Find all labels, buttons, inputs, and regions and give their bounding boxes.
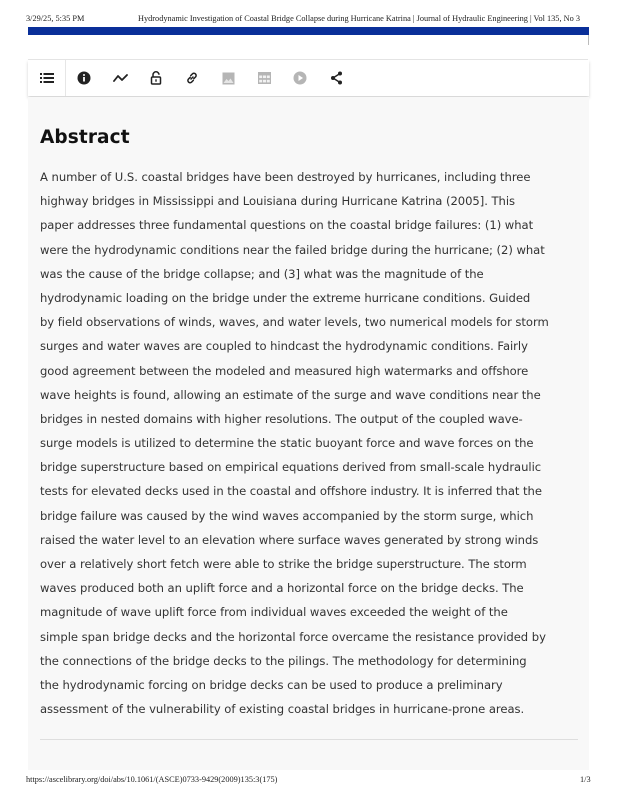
abstract-line: assessment of the vulnerability of existing coastal bridges in hurricane-prone areas. bbox=[40, 702, 525, 717]
toolbar-tables-button[interactable] bbox=[246, 60, 282, 96]
toolbar-figures-button[interactable] bbox=[210, 60, 246, 96]
toolbar-access-button[interactable] bbox=[138, 60, 174, 96]
abstract-line: simple span bridge decks and the horizontal force overcame the resistance provided by bbox=[40, 629, 546, 644]
abstract-line: by field observations of winds, waves, and water levels, two numerical models for storm bbox=[40, 315, 549, 330]
abstract-line: the connections of the bridge decks to the pilings. The methodology for determining bbox=[40, 653, 527, 668]
abstract-heading: Abstract bbox=[40, 127, 130, 148]
abstract-line: highway bridges in Mississippi and Louisiana during Hurricane Katrina (2005]. This bbox=[40, 194, 515, 209]
abstract-line: bridges in nested domains with higher resolutions. The output of the coupled wave- bbox=[40, 411, 523, 426]
toolbar-info-button[interactable] bbox=[66, 60, 102, 96]
list-icon bbox=[40, 72, 54, 84]
abstract-line: was the cause of the bridge collapse; and (3] what was the magnitude of the bbox=[40, 266, 484, 281]
abstract-line: wave heights is found, allowing an estimate of the surge and wave conditions near the bbox=[40, 387, 541, 402]
brand-bar bbox=[28, 27, 589, 35]
print-page-number: 1/3 bbox=[580, 775, 591, 784]
article-toolbar bbox=[28, 60, 589, 96]
print-url: https://ascelibrary.org/doi/abs/10.1061/(ASCE)0733-9429(2009)135:3(175) bbox=[26, 775, 278, 784]
abstract-line: surge models is utilized to determine the static buoyant force and wave forces on the bbox=[40, 436, 534, 451]
image-icon bbox=[222, 72, 235, 85]
abstract-line: bridge superstructure based on empirical equations derived from small-scale hydraulic bbox=[40, 460, 542, 475]
lock-open-icon bbox=[150, 71, 162, 85]
abstract-line: bridge failure was caused by the wind waves accompanied by the storm surge, which bbox=[40, 508, 534, 523]
abstract-line: A number of U.S. coastal bridges have been destroyed by hurricanes, including three bbox=[40, 170, 531, 184]
abstract-line: over a relatively short fetch were able to strike the bridge superstructure. The storm bbox=[40, 557, 527, 571]
toolbar-links-button[interactable] bbox=[174, 60, 210, 96]
info-icon bbox=[77, 71, 91, 85]
print-datetime: 3/29/25, 5:35 PM bbox=[26, 14, 85, 23]
abstract-line: the hydrodynamic forcing on bridge decks can be used to produce a preliminary bbox=[40, 677, 503, 692]
print-header bbox=[0, 14, 618, 26]
abstract-line: tests for elevated decks used in the coastal and offshore industry. It is inferred that the bbox=[40, 484, 542, 499]
abstract-line: raised the water level to an elevation where surface waves generated by strong winds bbox=[40, 532, 539, 547]
link-icon bbox=[185, 71, 199, 85]
abstract-line: good agreement between the modeled and measured high watermarks and offshore bbox=[40, 363, 529, 378]
toolbar-media-button[interactable] bbox=[282, 60, 318, 96]
play-icon bbox=[293, 71, 307, 85]
print-page-title: Hydrodynamic Investigation of Coastal Bridge Collapse during Hurricane Katrina | Journal of Hydraulic Engineering | Vol 135, No 3 bbox=[138, 14, 580, 23]
edge-line bbox=[588, 35, 589, 45]
abstract-line: were the hydrodynamic conditions near the failed bridge during the hurricane; (2) what bbox=[40, 242, 545, 257]
share-icon bbox=[330, 71, 343, 85]
abstract-section bbox=[28, 97, 589, 770]
metrics-icon bbox=[113, 73, 128, 83]
abstract-line: magnitude of wave uplift force from individual waves exceeded the weight of the bbox=[40, 605, 508, 620]
abstract-line: waves produced both an uplift force and a horizontal force on the bridge decks. The bbox=[40, 581, 524, 596]
abstract-text bbox=[40, 165, 585, 721]
toolbar-toc-button[interactable] bbox=[28, 60, 66, 96]
toolbar-metrics-button[interactable] bbox=[102, 60, 138, 96]
header-strip bbox=[28, 35, 588, 60]
toolbar-share-button[interactable] bbox=[318, 60, 354, 96]
abstract-line: paper addresses three fundamental questions on the coastal bridge failures: (1) what bbox=[40, 218, 534, 233]
abstract-line: surges and water waves are coupled to hindcast the hydrodynamic conditions. Fairly bbox=[40, 339, 528, 354]
abstract-line: hydrodynamic loading on the bridge under the extreme hurricane conditions. Guided bbox=[40, 290, 531, 305]
table-icon bbox=[258, 72, 271, 84]
section-divider bbox=[40, 739, 578, 740]
